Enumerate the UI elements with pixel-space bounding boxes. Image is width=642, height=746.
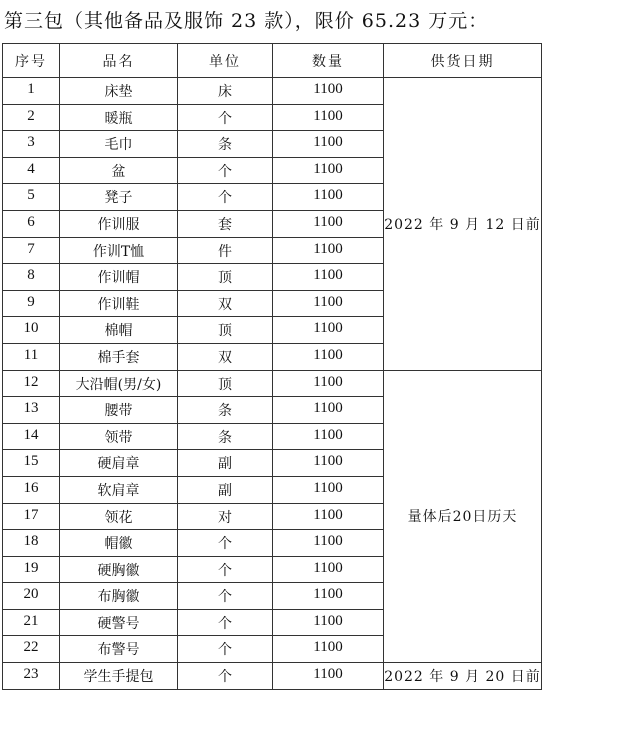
section-title: 第三包（其他备品及服饰 23 款），限价 65.23 万元： (4, 10, 489, 32)
header-unit: 单位 (178, 44, 273, 78)
table-header-row (3, 44, 542, 78)
row-number: 11 (3, 343, 60, 370)
item-name: 盆 (60, 157, 178, 184)
item-unit: 条 (178, 423, 273, 450)
row-number: 12 (3, 370, 60, 397)
row-number: 7 (3, 237, 60, 264)
item-quantity: 1100 (273, 264, 384, 291)
row-number: 1 (3, 78, 60, 105)
row-number: 13 (3, 397, 60, 424)
row-number: 2 (3, 104, 60, 131)
items-table (2, 43, 542, 690)
row-number: 16 (3, 476, 60, 503)
item-quantity: 1100 (273, 210, 384, 237)
item-quantity: 1100 (273, 237, 384, 264)
table-row (3, 663, 542, 690)
item-quantity: 1100 (273, 343, 384, 370)
item-name: 学生手提包 (60, 663, 178, 690)
item-unit: 个 (178, 530, 273, 557)
item-quantity: 1100 (273, 609, 384, 636)
item-unit: 套 (178, 210, 273, 237)
item-quantity: 1100 (273, 450, 384, 477)
header-date: 供货日期 (384, 44, 542, 78)
item-unit: 件 (178, 237, 273, 264)
row-number: 17 (3, 503, 60, 530)
item-unit: 双 (178, 290, 273, 317)
item-unit: 条 (178, 131, 273, 158)
item-unit: 顶 (178, 264, 273, 291)
item-unit: 对 (178, 503, 273, 530)
row-number: 9 (3, 290, 60, 317)
item-name: 毛巾 (60, 131, 178, 158)
item-unit: 个 (178, 663, 273, 690)
item-quantity: 1100 (273, 663, 384, 690)
item-name: 床垫 (60, 78, 178, 105)
item-name: 作训服 (60, 210, 178, 237)
row-number: 19 (3, 556, 60, 583)
supply-date: 2022 年 9 月 20 日前 (384, 663, 542, 690)
item-name: 硬肩章 (60, 450, 178, 477)
item-quantity: 1100 (273, 131, 384, 158)
row-number: 4 (3, 157, 60, 184)
item-unit: 副 (178, 450, 273, 477)
item-name: 作训鞋 (60, 290, 178, 317)
supply-date: 2022 年 9 月 12 日前 (384, 78, 542, 371)
item-unit: 副 (178, 476, 273, 503)
item-quantity: 1100 (273, 397, 384, 424)
item-name: 棉帽 (60, 317, 178, 344)
item-unit: 个 (178, 583, 273, 610)
item-quantity: 1100 (273, 556, 384, 583)
item-name: 作训帽 (60, 264, 178, 291)
item-name: 腰带 (60, 397, 178, 424)
item-quantity: 1100 (273, 78, 384, 105)
item-unit: 个 (178, 609, 273, 636)
item-name: 作训T恤 (60, 237, 178, 264)
item-name: 硬胸徽 (60, 556, 178, 583)
item-quantity: 1100 (273, 583, 384, 610)
item-quantity: 1100 (273, 104, 384, 131)
item-name: 凳子 (60, 184, 178, 211)
row-number: 6 (3, 210, 60, 237)
item-quantity: 1100 (273, 636, 384, 663)
row-number: 8 (3, 264, 60, 291)
item-unit: 条 (178, 397, 273, 424)
row-number: 22 (3, 636, 60, 663)
item-name: 布警号 (60, 636, 178, 663)
item-name: 布胸徽 (60, 583, 178, 610)
item-name: 大沿帽(男/女) (60, 370, 178, 397)
item-unit: 顶 (178, 370, 273, 397)
item-quantity: 1100 (273, 503, 384, 530)
row-number: 10 (3, 317, 60, 344)
item-name: 硬警号 (60, 609, 178, 636)
item-quantity: 1100 (273, 370, 384, 397)
item-name: 暖瓶 (60, 104, 178, 131)
row-number: 14 (3, 423, 60, 450)
item-quantity: 1100 (273, 184, 384, 211)
item-quantity: 1100 (273, 157, 384, 184)
item-quantity: 1100 (273, 290, 384, 317)
item-quantity: 1100 (273, 317, 384, 344)
row-number: 21 (3, 609, 60, 636)
header-qty: 数量 (273, 44, 384, 78)
header-no: 序号 (3, 44, 60, 78)
item-unit: 个 (178, 556, 273, 583)
row-number: 3 (3, 131, 60, 158)
item-unit: 个 (178, 184, 273, 211)
item-unit: 顶 (178, 317, 273, 344)
table-row (3, 78, 542, 105)
item-quantity: 1100 (273, 423, 384, 450)
header-name: 品名 (60, 44, 178, 78)
item-unit: 个 (178, 636, 273, 663)
item-name: 帽徽 (60, 530, 178, 557)
table-row (3, 370, 542, 397)
item-name: 棉手套 (60, 343, 178, 370)
supply-date: 量体后20日历天 (384, 370, 542, 663)
item-unit: 个 (178, 104, 273, 131)
row-number: 20 (3, 583, 60, 610)
row-number: 15 (3, 450, 60, 477)
item-name: 领花 (60, 503, 178, 530)
item-unit: 床 (178, 78, 273, 105)
item-unit: 双 (178, 343, 273, 370)
item-name: 领带 (60, 423, 178, 450)
row-number: 18 (3, 530, 60, 557)
item-quantity: 1100 (273, 530, 384, 557)
item-unit: 个 (178, 157, 273, 184)
row-number: 23 (3, 663, 60, 690)
row-number: 5 (3, 184, 60, 211)
item-name: 软肩章 (60, 476, 178, 503)
item-quantity: 1100 (273, 476, 384, 503)
